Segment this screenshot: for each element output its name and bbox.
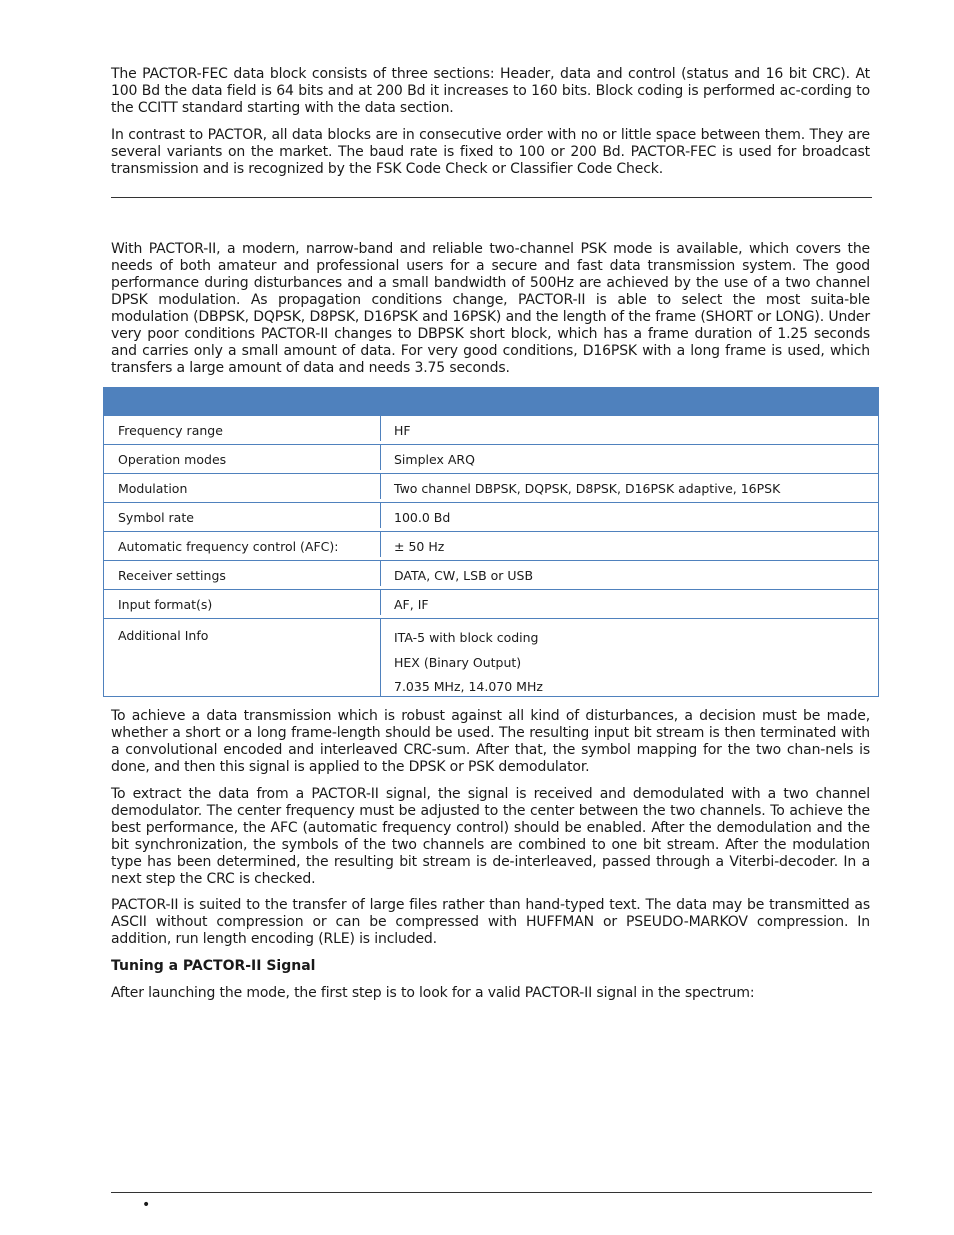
spec-value-list: [381, 619, 878, 696]
spec-value: ITA-5 with block coding: [394, 630, 539, 645]
spec-table-header: [103, 387, 879, 416]
paragraph-extract-data: To extract the data from a PACTOR-II signal, the signal is received and demodulated with a two channel demodulator. The center frequency must be adjusted to the center between the two channels. To achieve the best performance, the AFC (automatic frequency control) should be enabled. After the demodulation and the bit synchronization, the symbols of the two channels are combined to one bit stream. After the modulation type has been determined, the resulting bit stream is de-interleaved, passed through a Viterbi-decoder. In a next step the CRC is checked.: [111, 786, 870, 887]
paragraph-pactor-ii-intro: With PACTOR-II, a modern, narrow-band and reliable two-channel PSK mode is available, which covers the needs of both amateur and professional users for a secure and fast data transmission system. The good performance during disturbances and a small bandwidth of 500Hz are achieved by the use of a two channel DPSK modulation. As propagation conditions change, PACTOR-II is able to select the most suita-ble modulation (DBPSK, DQPSK, D8PSK, D16PSK and 16PSK) and the length of the frame (SHORT or LONG). Under very poor conditions PACTOR-II changes to DBPSK short block, which has a frame duration of 1.25 seconds and carries only a small amount of data. For very good conditions, D16PSK with a long frame is used, which transfers a large amount of data and needs 3.75 seconds.: [111, 241, 870, 376]
spec-label: Frequency range: [104, 416, 381, 441]
spec-label: Symbol rate: [104, 503, 381, 528]
spec-value: Simplex ARQ: [394, 452, 475, 467]
spec-value: AF, IF: [394, 597, 429, 612]
spec-label: Additional Info: [104, 619, 381, 696]
table-row: [103, 474, 879, 503]
section-divider: [111, 197, 872, 198]
table-row: [103, 503, 879, 532]
paragraph-pactor-fec-contrast: In contrast to PACTOR, all data blocks are in consecutive order with no or little space between them. They are several variants on the market. The baud rate is fixed to 100 or 200 Bd. PACTOR-FEC is used for broadcast transmission and is recognized by the FSK Code Check or Classifier Code Check.: [111, 127, 870, 177]
spec-label: Automatic frequency control (AFC):: [104, 532, 381, 557]
spec-value: DATA, CW, LSB or USB: [394, 568, 534, 583]
spec-value: HF: [394, 423, 411, 438]
spec-value: HEX (Binary Output): [394, 654, 522, 670]
paragraph-after-launching: After launching the mode, the first step is to look for a valid PACTOR-II signal in the spectrum:: [111, 985, 755, 1001]
spec-label: Input format(s): [104, 590, 381, 615]
spec-value: 7.035 MHz, 14.070 MHz: [394, 679, 543, 694]
tuning-heading: Tuning a PACTOR-II Signal: [111, 958, 316, 974]
spec-value: Two channel DBPSK, DQPSK, D8PSK, D16PSK adaptive, 16PSK: [394, 481, 781, 496]
table-row: [103, 416, 879, 445]
footer-divider: [111, 1192, 872, 1193]
paragraph-suited-large-files: PACTOR-II is suited to the transfer of large files rather than hand-typed text. The data may be transmitted as ASCII without compression or can be compressed with HUFFMAN or PSEUDO-MARKOV compression. In addition, run length encoding (RLE) is included.: [111, 897, 870, 947]
table-row: [103, 532, 879, 561]
table-row: [103, 561, 879, 590]
spec-value: ± 50 Hz: [394, 539, 445, 554]
spec-label: Modulation: [104, 474, 381, 499]
table-row: [103, 445, 879, 474]
table-row-additional-info: [103, 619, 879, 697]
table-row: [103, 590, 879, 619]
footer-bullet: •: [142, 1197, 151, 1213]
spec-table: [103, 387, 879, 697]
spec-label: Receiver settings: [104, 561, 381, 586]
paragraph-robust-transmission: To achieve a data transmission which is robust against all kind of disturbances, a decision must be made, whether a short or a long frame-length should be used. The resulting input bit stream is then terminated with a convolutional encoded and interleaved CRC-sum. After that, the symbol mapping for the two chan-nels is done, and then this signal is applied to the DPSK or PSK demodulator.: [111, 708, 870, 775]
paragraph-pactor-fec-block: The PACTOR-FEC data block consists of three sections: Header, data and control (status and 16 bit CRC). At 100 Bd the data field is 64 bits and at 200 Bd it increases to 160 bits. Block coding is performed ac-cording to the CCITT standard starting with the data section.: [111, 66, 870, 116]
spec-value: 100.0 Bd: [394, 510, 451, 525]
spec-label: Operation modes: [104, 445, 381, 470]
